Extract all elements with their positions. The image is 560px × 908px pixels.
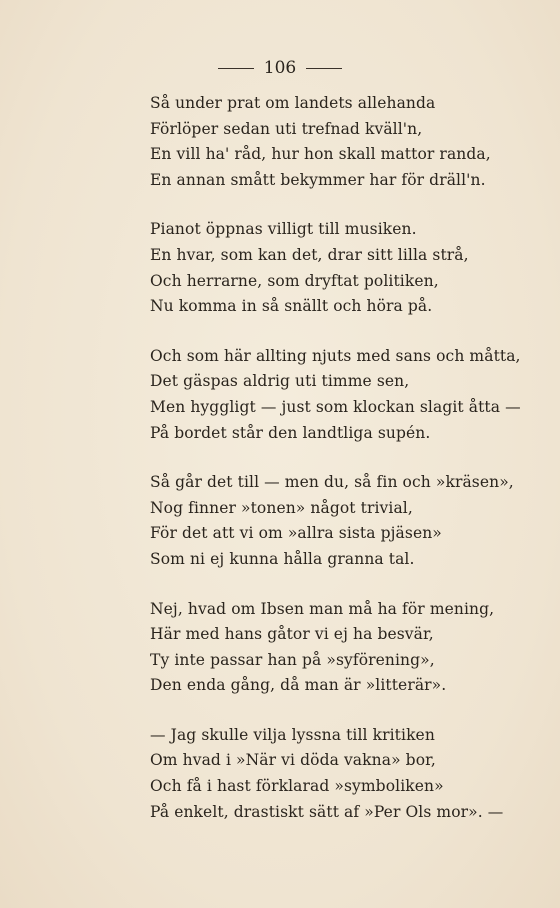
poem-line: Nej, hvad om Ibsen man må ha för mening, bbox=[150, 599, 495, 618]
poem-line: Pianot öppnas villigt till musiken. bbox=[150, 220, 417, 239]
stanza-1 bbox=[150, 91, 550, 193]
stanza-4 bbox=[150, 470, 550, 572]
poem-line: Och få i hast förklarad »symboliken» bbox=[150, 777, 444, 796]
stanza-6 bbox=[150, 723, 550, 825]
poem-line: En vill ha' råd, hur hon skall mattor randa, bbox=[150, 145, 491, 164]
stanza-3 bbox=[150, 344, 550, 446]
poem-line: Så under prat om landets allehanda bbox=[150, 94, 436, 112]
stanza-5 bbox=[150, 597, 550, 699]
poem-line: Nu komma in så snällt och höra på. bbox=[150, 297, 433, 316]
poem-line: Den enda gång, då man är »litterär». bbox=[150, 676, 447, 695]
poem-line: En hvar, som kan det, drar sitt lilla strå, bbox=[150, 245, 469, 264]
poem-line: — Jag skulle vilja lyssna till kritiken bbox=[150, 725, 435, 744]
poem-line: För det att vi om »allra sista pjäsen» bbox=[150, 524, 442, 543]
poem-line: Men hyggligt — just som klockan slagit åtta — bbox=[150, 397, 521, 416]
poem-line: Här med hans gåtor vi ej ha besvär, bbox=[150, 625, 434, 644]
header-rule-right bbox=[306, 68, 342, 69]
poem-line: På enkelt, drastiskt sätt af »Per Ols mor». — bbox=[150, 802, 504, 821]
header-rule-left bbox=[218, 68, 254, 69]
poem-line: En annan smått bekymmer har för dräll'n. bbox=[150, 170, 486, 189]
poem-line: Det gäspas aldrig uti timme sen, bbox=[150, 372, 410, 391]
poem-line: Och herrarne, som dryftat politiken, bbox=[150, 271, 439, 290]
poem-line: Nog finner »tonen» något trivial, bbox=[150, 498, 413, 517]
poem-line: Förlöper sedan uti trefnad kväll'n, bbox=[150, 119, 423, 138]
stanza-2 bbox=[150, 217, 550, 319]
poem-line: Och som här allting njuts med sans och måtta, bbox=[150, 346, 521, 365]
page-header bbox=[0, 58, 560, 78]
poem-line: På bordet står den landtliga supén. bbox=[150, 423, 431, 442]
poem-line: Så går det till — men du, så fin och »kräsen», bbox=[150, 473, 514, 492]
poem-line: Som ni ej kunna hålla granna tal. bbox=[150, 549, 415, 568]
poem bbox=[150, 91, 550, 849]
poem-line: Om hvad i »När vi döda vakna» bor, bbox=[150, 751, 436, 770]
poem-line: Ty inte passar han på »syförening», bbox=[150, 650, 435, 669]
page-number: 106 bbox=[263, 58, 297, 78]
